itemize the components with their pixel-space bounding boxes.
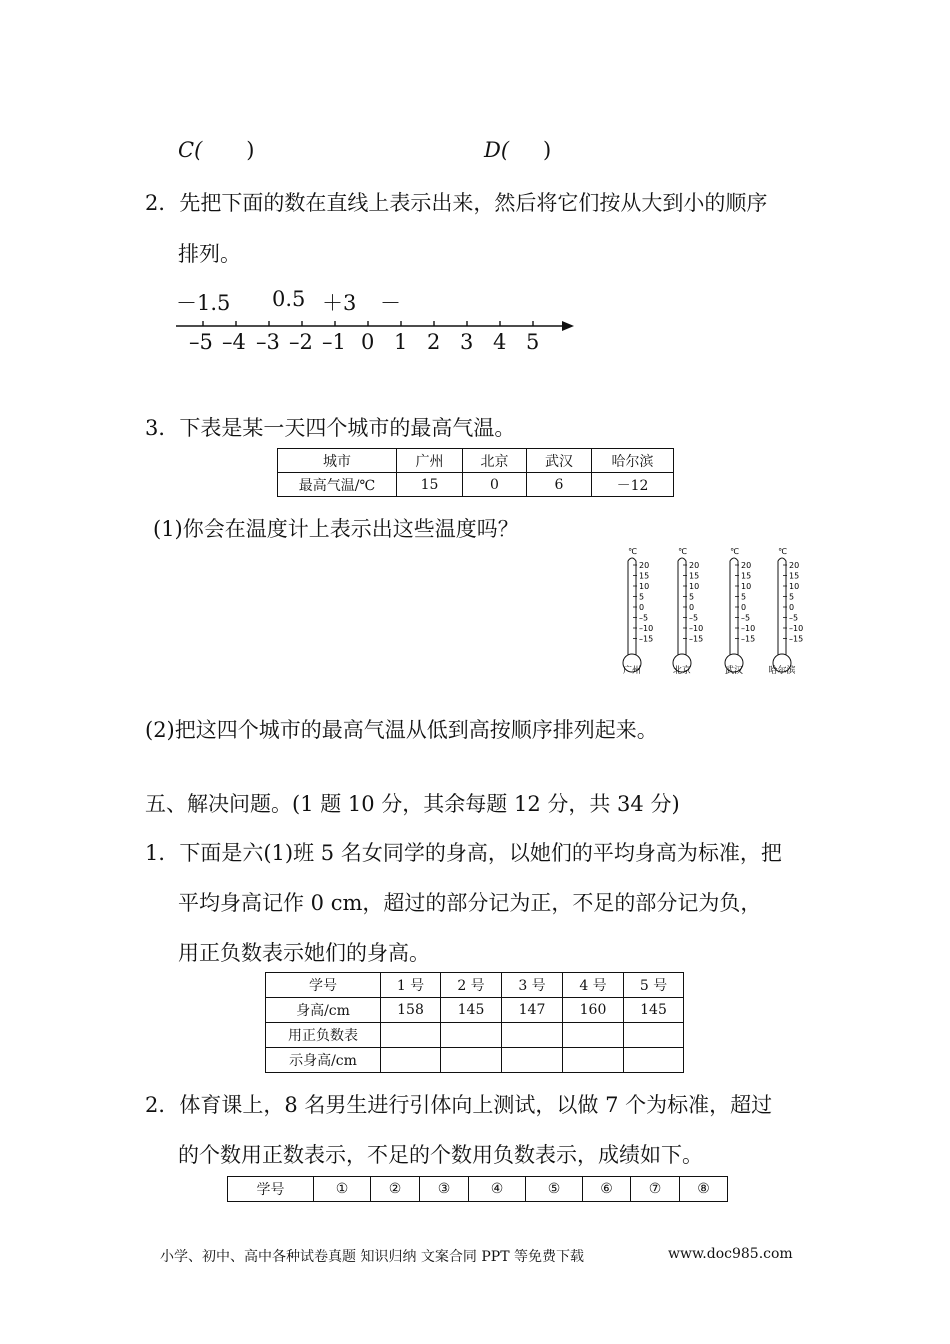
thermometer-unit: ℃ — [730, 547, 739, 556]
thermometer-scale-label: 10 — [639, 582, 650, 591]
city-temperature-table — [277, 448, 674, 497]
thermometer-unit: ℃ — [778, 547, 787, 556]
table-header-cell: 武汉 — [527, 449, 592, 473]
thermometer-scale-label: –5 — [689, 613, 699, 623]
thermometer-tube — [628, 558, 636, 655]
table-header-cell: ③ — [420, 1177, 469, 1202]
thermometer-scale-label: –5 — [789, 613, 799, 623]
thermometer-tube — [778, 558, 786, 655]
s5-q1-line3: 用正负数表示她们的身高。 — [178, 941, 430, 965]
table-header-cell: ⑦ — [631, 1177, 680, 1202]
label-c — [178, 138, 254, 162]
thermometer-scale-label: 0 — [689, 603, 695, 612]
tick-label: –5 — [189, 330, 213, 354]
thermometer-scale-label: –15 — [741, 634, 756, 644]
answer-cell[interactable] — [381, 1048, 441, 1073]
thermometer-scale-label: –15 — [639, 634, 654, 644]
table-header-cell: 城市 — [278, 449, 397, 473]
tick-label: 5 — [526, 330, 540, 354]
tick-label: 2 — [427, 330, 441, 354]
table-cell: 158 — [381, 998, 441, 1023]
thermometer — [725, 547, 755, 676]
table-cell: 147 — [502, 998, 563, 1023]
table-cell: －12 — [592, 473, 674, 497]
label-d-close: ) — [543, 138, 552, 162]
table-header-cell: ⑥ — [583, 1177, 631, 1202]
table-header-cell: 2 号 — [441, 973, 502, 998]
answer-cell[interactable] — [624, 1048, 684, 1073]
label-c-text: C( — [178, 138, 203, 162]
s5-q2-line1: 2．体育课上，8 名男生进行引体向上测试，以做 7 个为标准，超过 — [145, 1093, 773, 1117]
thermometer-scale-label: 5 — [689, 592, 695, 602]
thermometer-scale-label: 0 — [639, 603, 645, 612]
thermometer-unit: ℃ — [628, 547, 637, 556]
answer-cell[interactable] — [624, 1023, 684, 1048]
table-header-cell: 哈尔滨 — [592, 449, 674, 473]
thermometer-scale-label: –10 — [789, 624, 804, 633]
answer-cell[interactable] — [502, 1048, 563, 1073]
thermometer-city-label: 北京 — [672, 666, 692, 676]
table-header-cell: ① — [314, 1177, 371, 1202]
table-cell: 15 — [397, 473, 463, 497]
thermometer-scale-label: 15 — [689, 571, 700, 581]
thermometer-city-label: 广州 — [622, 666, 642, 676]
q2-number-2: 0.5 — [272, 287, 306, 311]
thermometer — [623, 547, 653, 676]
thermometer — [673, 547, 703, 676]
s5-q1-line1: 1．下面是六(1)班 5 名女同学的身高，以她们的平均身高为标准，把 — [145, 841, 782, 865]
answer-cell[interactable] — [441, 1048, 502, 1073]
tick-label: 0 — [361, 330, 375, 354]
table-header-cell: 1 号 — [381, 973, 441, 998]
table-cell: 160 — [563, 998, 624, 1023]
height-table — [265, 972, 684, 1073]
thermometer-scale-label: –5 — [741, 613, 751, 623]
table-header-cell: ⑤ — [526, 1177, 583, 1202]
s5-q1-line2: 平均身高记作 0 cm，超过的部分记为正，不足的部分记为负， — [178, 891, 762, 915]
thermometer-scale-label: 0 — [741, 603, 747, 612]
thermometer-scale-label: 15 — [789, 571, 800, 581]
thermometer-tube — [678, 558, 686, 655]
section5-title: 五、解决问题。(1 题 10 分，其余每题 12 分，共 34 分) — [145, 792, 680, 816]
table-header-cell: 广州 — [397, 449, 463, 473]
tick-label: 1 — [394, 330, 408, 354]
thermometer-scale-label: –10 — [741, 624, 756, 633]
table-header-cell: 5 号 — [624, 973, 684, 998]
thermometer-unit: ℃ — [678, 547, 687, 556]
thermometer-city-label: 武汉 — [724, 666, 744, 676]
answer-cell[interactable] — [502, 1023, 563, 1048]
thermometer-tube — [730, 558, 738, 655]
thermometer-scale-label: –10 — [639, 624, 654, 633]
table-cell: 身高/cm — [266, 998, 381, 1023]
q2-line2: 排列。 — [178, 242, 241, 266]
tick-label: –2 — [289, 330, 313, 354]
thermometer-scale-label: –5 — [639, 613, 649, 623]
q2-line1: 2．先把下面的数在直线上表示出来，然后将它们按从大到小的顺序 — [145, 191, 768, 215]
table-cell: 145 — [624, 998, 684, 1023]
thermometer-scale-label: 10 — [689, 582, 700, 591]
table-header-cell: ④ — [469, 1177, 526, 1202]
table-header-cell: 北京 — [463, 449, 527, 473]
label-d — [484, 138, 551, 162]
q2-number-3: ＋3 — [322, 291, 357, 315]
table-header-cell: ② — [371, 1177, 420, 1202]
thermometer-scale-label: 5 — [741, 592, 747, 602]
table-header-cell: 3 号 — [502, 973, 563, 998]
footer-right[interactable]: www.doc985.com — [668, 1246, 793, 1262]
q3-intro: 3．下表是某一天四个城市的最高气温。 — [145, 416, 516, 440]
table-cell: 最高气温/℃ — [278, 473, 397, 497]
table-cell: 0 — [463, 473, 527, 497]
answer-cell[interactable] — [563, 1023, 624, 1048]
thermometer-scale-label: –10 — [689, 624, 704, 633]
table-cell: 6 — [527, 473, 592, 497]
thermometer-scale-label: 15 — [741, 571, 752, 581]
tick-label: 3 — [460, 330, 474, 354]
thermometer-scale-label: 5 — [789, 592, 795, 602]
table-header-cell: ⑧ — [680, 1177, 728, 1202]
thermometer-city-label: 哈尔滨 — [768, 666, 796, 676]
thermometer-scale-label: 15 — [639, 571, 650, 581]
thermometer-scale-label: 5 — [639, 592, 645, 602]
thermometer — [768, 547, 803, 676]
pullup-table — [227, 1176, 728, 1202]
thermometer-scale-label: 0 — [789, 603, 795, 612]
table-header-cell: 4 号 — [563, 973, 624, 998]
tick-label: 4 — [493, 330, 507, 354]
thermometer-scale-label: 20 — [689, 561, 700, 570]
table-cell: 用正负数表 — [266, 1023, 381, 1048]
thermometer-scale-label: 20 — [789, 561, 800, 570]
table-header-cell: 学号 — [228, 1177, 314, 1202]
label-d-text: D( — [484, 138, 510, 162]
s5-q2-line2: 的个数用正数表示，不足的个数用负数表示，成绩如下。 — [178, 1143, 703, 1167]
thermometer-scale-label: 20 — [741, 561, 752, 570]
thermometer-scale-label: 20 — [639, 561, 650, 570]
table-header-cell: 学号 — [266, 973, 381, 998]
thermometer-scale-label: 10 — [789, 582, 800, 591]
footer-left: 小学、初中、高中各种试卷真题 知识归纳 文案合同 PPT 等免费下载 — [160, 1249, 584, 1265]
answer-cell[interactable] — [441, 1023, 502, 1048]
thermometer-scale-label: –15 — [789, 634, 804, 644]
q2-number-1: －1.5 — [176, 291, 231, 315]
tick-label: –3 — [256, 330, 280, 354]
tick-label: –1 — [322, 330, 346, 354]
label-c-close: ) — [246, 138, 255, 162]
thermometer-group — [612, 545, 812, 680]
answer-cell[interactable] — [381, 1023, 441, 1048]
thermometer-scale-label: 10 — [741, 582, 752, 591]
tick-label: –4 — [222, 330, 246, 354]
table-cell: 145 — [441, 998, 502, 1023]
q2-number-4: － — [380, 291, 401, 315]
table-cell: 示身高/cm — [266, 1048, 381, 1073]
q3-sub2: (2)把这四个城市的最高气温从低到高按顺序排列起来。 — [145, 718, 658, 742]
thermometers-figure — [612, 545, 812, 680]
thermometer-scale-label: –15 — [689, 634, 704, 644]
answer-cell[interactable] — [563, 1048, 624, 1073]
q3-sub1: (1)你会在温度计上表示出这些温度吗？ — [153, 517, 519, 541]
number-line-arrow-icon — [562, 321, 574, 331]
